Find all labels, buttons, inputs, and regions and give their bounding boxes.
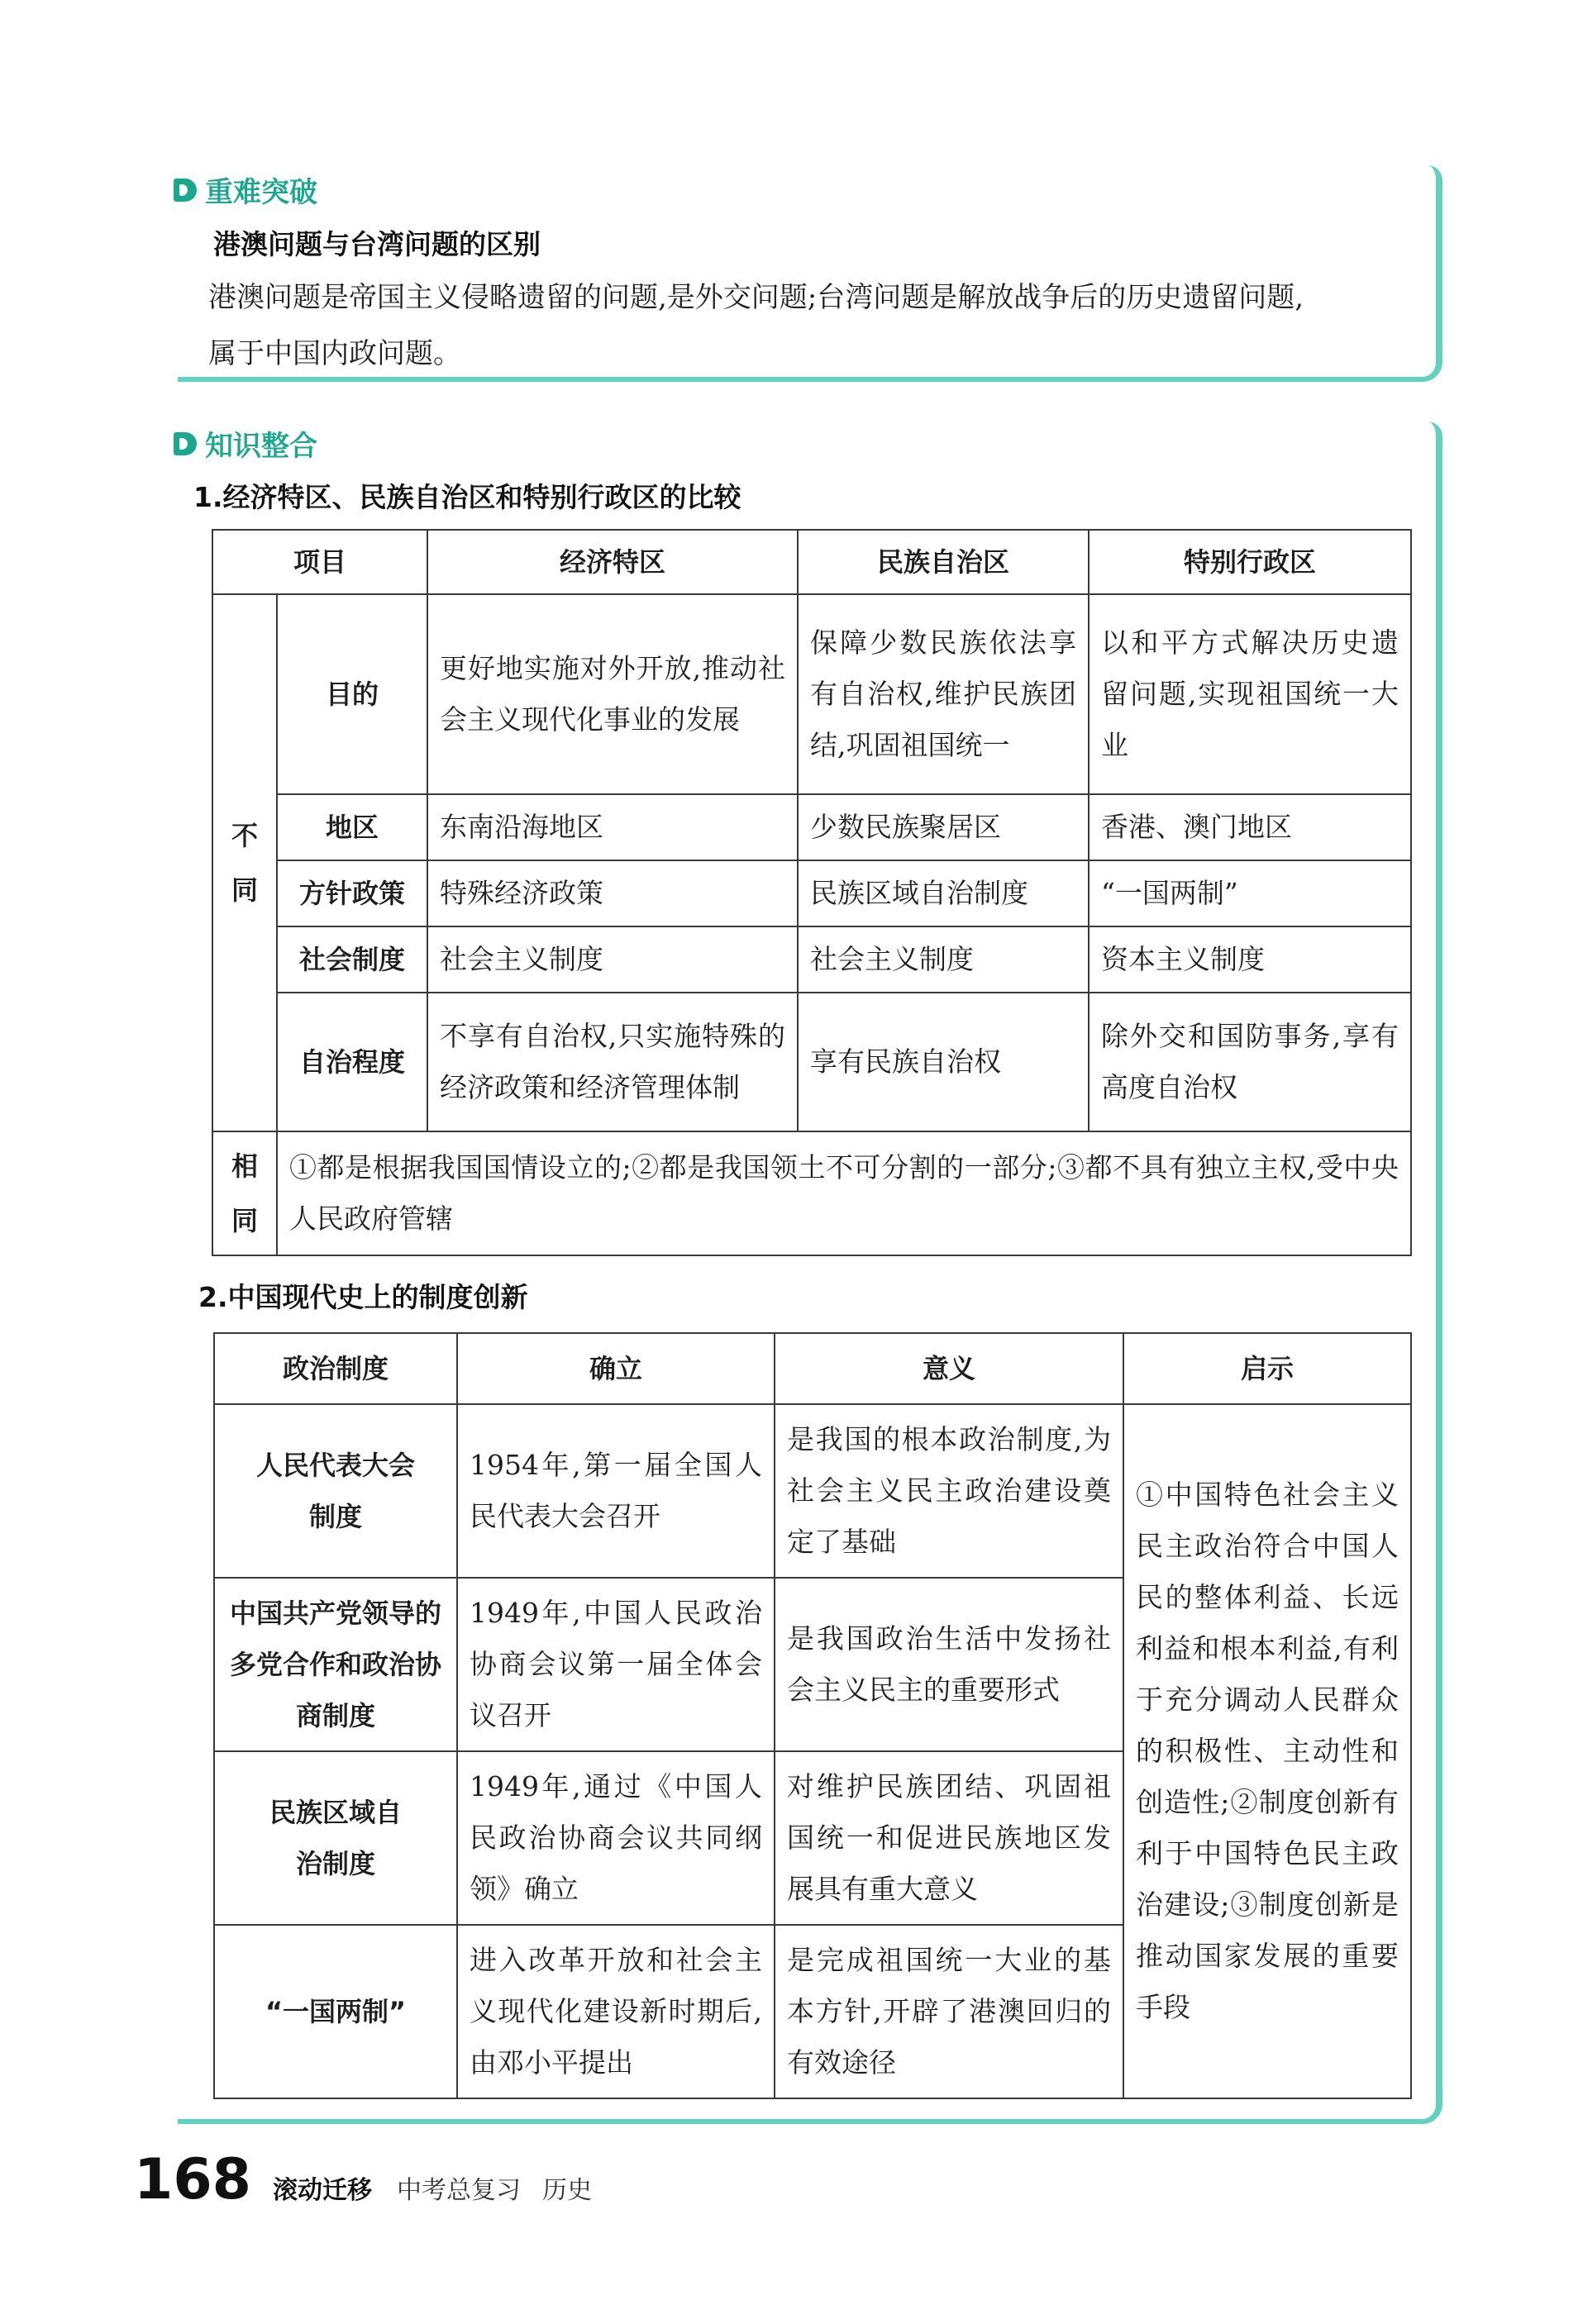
table-header-row xyxy=(212,530,1411,594)
table-cell: 是我国政治生活中发扬社会主义民主的重要形式 xyxy=(775,1578,1123,1751)
system-name: 中国共产党领导的多党合作和政治协商制度 xyxy=(214,1578,457,1751)
table-row xyxy=(212,993,1411,1131)
table-cell: 民族区域自治制度 xyxy=(798,860,1089,926)
table-cell: 是完成祖国统一大业的基本方针,开辟了港澳回归的有效途径 xyxy=(775,1925,1123,2098)
header-sar: 特别行政区 xyxy=(1089,530,1411,594)
table-cell: 1949年,通过《中国人民政治协商会议共同纲领》确立 xyxy=(457,1751,775,1925)
diff-label: 不 同 xyxy=(212,594,277,1131)
table-cell: 对维护民族团结、巩固祖国统一和促进民族地区发展具有重大意义 xyxy=(775,1751,1123,1925)
row-label: 地区 xyxy=(277,794,427,860)
table-cell: 以和平方式解决历史遗留问题,实现祖国统一大业 xyxy=(1089,594,1411,794)
table-cell: 资本主义制度 xyxy=(1089,926,1411,993)
table-cell: 进入改革开放和社会主义现代化建设新时期后,由邓小平提出 xyxy=(457,1925,775,2098)
table-cell: 1954年,第一届全国人民代表大会召开 xyxy=(457,1404,775,1578)
section-heading-key-points: 重难突破 xyxy=(174,169,317,210)
table-cell: 1949年,中国人民政治协商会议第一届全体会议召开 xyxy=(457,1578,775,1751)
table-cell: 享有民族自治权 xyxy=(798,993,1089,1131)
section-marker-icon xyxy=(174,432,197,455)
section-marker-icon xyxy=(174,179,197,202)
body-line: 属于中国内政问题。 xyxy=(208,337,461,370)
header-insight: 启示 xyxy=(1123,1333,1411,1404)
book-name: 中考总复习 xyxy=(396,2176,521,2205)
subject-name: 历史 xyxy=(541,2176,592,2205)
insight-cell: ①中国特色社会主义民主政治符合中国人民的整体利益、长远利益和根本利益,有利于充分调动人民群众的积极性、主动性和创造性;②制度创新有利于中国特色民主政治建设;③制度创新是推动国家发展的重要手段 xyxy=(1123,1404,1411,2098)
row-label: 目的 xyxy=(277,594,427,794)
table-cell: 不享有自治权,只实施特殊的经济政策和经济管理体制 xyxy=(427,993,798,1131)
table-cell: 香港、澳门地区 xyxy=(1089,794,1411,860)
row-label: 社会制度 xyxy=(277,926,427,993)
institution-table xyxy=(213,1332,1412,2099)
body-line: 港澳问题是帝国主义侵略遗留的问题,是外交问题;台湾问题是解放战争后的历史遗留问题, xyxy=(208,281,1304,314)
same-text: ①都是根据我国国情设立的;②都是我国领土不可分割的一部分;③都不具有独立主权,受中央人民政府管辖 xyxy=(277,1131,1411,1255)
same-label: 相 同 xyxy=(212,1131,277,1255)
table-cell: 少数民族聚居区 xyxy=(798,794,1089,860)
page-footer xyxy=(134,2147,592,2212)
table-row-same xyxy=(212,1131,1411,1255)
table-cell: 是我国的根本政治制度,为社会主义民主政治建设奠定了基础 xyxy=(775,1404,1123,1578)
system-name: 人民代表大会制度 xyxy=(214,1404,457,1578)
section-heading-knowledge: 知识整合 xyxy=(174,423,317,464)
table-cell: 更好地实施对外开放,推动社会主义现代化事业的发展 xyxy=(427,594,798,794)
table-cell: “一国两制” xyxy=(1089,860,1411,926)
table-cell: 社会主义制度 xyxy=(798,926,1089,993)
table-cell: 东南沿海地区 xyxy=(427,794,798,860)
row-label: 方针政策 xyxy=(277,860,427,926)
table2-title: 2.中国现代史上的制度创新 xyxy=(198,1281,528,1313)
header-item: 项目 xyxy=(212,530,427,594)
table-row xyxy=(212,594,1411,794)
table-cell: 社会主义制度 xyxy=(427,926,798,993)
comparison-table xyxy=(212,529,1412,1256)
header-meaning: 意义 xyxy=(775,1333,1123,1404)
key-points-subtitle: 港澳问题与台湾问题的区别 xyxy=(213,228,541,260)
table-row xyxy=(212,794,1411,860)
table-header-row xyxy=(214,1333,1411,1404)
table-cell: 除外交和国防事务,享有高度自治权 xyxy=(1089,993,1411,1131)
system-name: 民族区域自治制度 xyxy=(214,1751,457,1925)
table-row xyxy=(214,1404,1411,1578)
table-cell: 特殊经济政策 xyxy=(427,860,798,926)
series-name: 滚动迁移 xyxy=(272,2176,372,2205)
table-row xyxy=(212,860,1411,926)
system-name: “一国两制” xyxy=(214,1925,457,2098)
header-established: 确立 xyxy=(457,1333,775,1404)
key-points-body xyxy=(208,269,1423,382)
header-sez: 经济特区 xyxy=(427,530,798,594)
table1-title: 1.经济特区、民族自治区和特别行政区的比较 xyxy=(193,481,741,513)
header-system: 政治制度 xyxy=(214,1333,457,1404)
table-row xyxy=(212,926,1411,993)
page-number: 168 xyxy=(134,2147,251,2212)
table-cell: 保障少数民族依法享有自治权,维护民族团结,巩固祖国统一 xyxy=(798,594,1089,794)
header-autonomous: 民族自治区 xyxy=(798,530,1089,594)
row-label: 自治程度 xyxy=(277,993,427,1131)
